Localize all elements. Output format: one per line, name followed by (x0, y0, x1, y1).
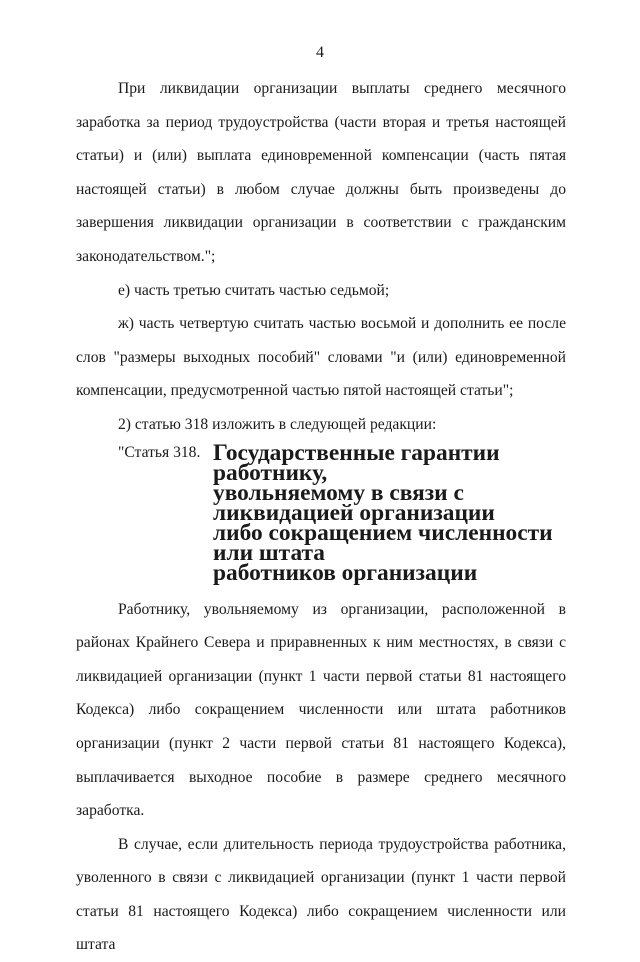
paragraph-severance-pay: Работнику, увольняемому из организации, расположенной в районах Крайнего Севера и приравненных к ним местностях, в связи с ликвидацией организации (пункт 1 части первой статьи 81 настоящего Кодекса) либо сокращением численности или штата работников организации (пункт 2 части первой статьи 81 настоящего Кодекса), выплачивается выходное пособие в размере среднего месячного заработка. (76, 600, 566, 820)
article-heading (76, 439, 566, 586)
article-title (213, 439, 566, 586)
paragraph-item-zh: ж) часть четвертую считать частью восьмой и дополнить ее после слов "размеры выходных пособий" словами "и (или) единовременной компенсации, предусмотренной частью пятой настоящей статьи"; (76, 315, 566, 400)
article-title-line: работников организации (213, 559, 478, 586)
document-body (76, 72, 566, 962)
paragraph-employment-period: В случае, если длительность периода трудоустройства работника, уволенного в связи с ликвидацией организации (пункт 1 части первой статьи 81 настоящего Кодекса) либо сокращением численности или штата (76, 835, 566, 954)
paragraph-item-e: е) часть третью считать частью седьмой; (118, 281, 390, 299)
paragraph-liquidation-payments: При ликвидации организации выплаты среднего месячного заработка за период трудоустройства (части вторая и третья настоящей статьи) и (или) выплата единовременной компенсации (часть пятая настоящей статьи) в любом случае должны быть произведены до завершения ликвидации организации в соответствии с гражданским законодательством."; (76, 80, 566, 265)
page-number: 4 (316, 44, 324, 61)
article-label: "Статья 318. (118, 443, 201, 461)
paragraph-item-2: 2) статью 318 изложить в следующей редакции: (118, 415, 437, 433)
article-title-line: Государственные гарантии работнику, (213, 439, 500, 486)
article-title-line: либо сокращением численности или штата (213, 519, 553, 566)
article-title-line: увольняемому в связи с ликвидацией организации (213, 479, 495, 526)
